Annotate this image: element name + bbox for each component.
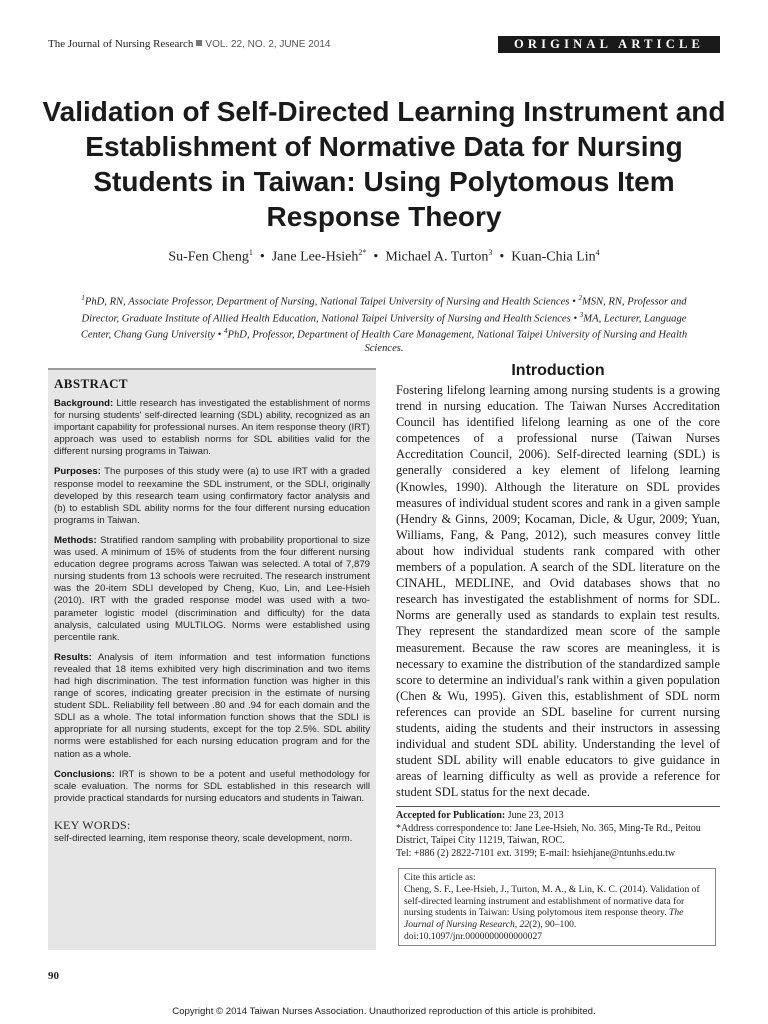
section-label: ORIGINAL ARTICLE bbox=[498, 36, 720, 53]
journal-volume: VOL. 22, NO. 2, JUNE 2014 bbox=[205, 39, 331, 50]
abstract-section bbox=[54, 466, 370, 526]
footnote-divider bbox=[396, 806, 720, 807]
footnote bbox=[396, 810, 720, 860]
citation-text: Cheng, S. F., Lee-Hsieh, J., Turton, M. A., & Lin, K. C. (2014). Validation of self-directed learning instrument and establishment of normative data for nursing students in Taiwan: Using polytomous item response theory. bbox=[404, 883, 700, 919]
author-name: Su-Fen Cheng bbox=[168, 249, 249, 265]
journal-header bbox=[48, 38, 330, 50]
affiliation-sup: 3 bbox=[579, 310, 584, 319]
author-separator: • bbox=[495, 249, 508, 265]
author-name: Kuan-Chia Lin bbox=[511, 249, 596, 265]
author-sup: 3 bbox=[488, 248, 493, 257]
abstract-text: Little research has investigated the establishment of norms for nursing students' self-directed learning (SDL) ability, recognized as an important capability for professional nurses. An item response theory (IRT) approach was used to establish norms for SDL abilities valid for the different nursing programs in Taiwan. bbox=[54, 398, 370, 458]
abstract-section bbox=[54, 535, 370, 644]
affiliations bbox=[80, 292, 688, 355]
author-separator: • bbox=[369, 249, 382, 265]
citation-journal: The Journal of Nursing Research bbox=[404, 907, 684, 931]
affiliation-sup: 1 bbox=[81, 294, 85, 302]
abstract-text: Analysis of item information and test information functions revealed that 18 items exhibited very high discrimination and two items had high discrimination. The test information function was higher in this range of scores, indicating greater precision in the estimate of nursing student SDL. Reliability fell between .80 and .94 for each domain and the SDLI as a whole. The total information function shows that the SDLI is appropriate for all nursing students, except for the top 2.5%. SDL ability norms were established for each nursing education program and for the nation as a whole. bbox=[54, 651, 371, 760]
author-sup: 4 bbox=[595, 248, 600, 257]
affiliation-text: MA, Lecturer, Language Center, Chang Gung University • bbox=[80, 313, 687, 341]
abstract-label: Conclusions: bbox=[54, 768, 115, 780]
author-sup: 1 bbox=[248, 248, 253, 257]
abstract-text: IRT is shown to be a potent and useful methodology for scale evaluation. The norms for SDL established in this research will provide practical standards for nursing educators and students in Taiwan. bbox=[54, 768, 370, 804]
abstract-text: The purposes of this study were (a) to use IRT with a graded response model to reexamine the SDL instrument, or the SDLI, originally developed by this research team using confirmatory factor analysis and (b) to establish SDL ability norms for the four different nursing education programs in Taiwan. bbox=[54, 466, 370, 526]
citation-volume: 22 bbox=[519, 919, 530, 931]
abstract-text: Stratified random sampling with probability proportional to size was used. A minimum of 15% of students from the four different nursing education degree programs across Taiwan was selected. A total of 7,879 nursing students from 13 schools were recruited. The research instrument was the 20-item SDLI developed by Cheng, Kuo, Lin, and Lee-Hsieh (2010). IRT with the graded response model was used with a two-parameter logistic model (discrimination and difficulty) for the data analysis, calculated using MULTILOG. Norms were established using percentile rank. bbox=[54, 534, 370, 643]
author-sup: 2* bbox=[358, 248, 367, 257]
abstract-body bbox=[54, 398, 370, 853]
page-number: 90 bbox=[48, 970, 59, 982]
author-name: Michael A. Turton bbox=[385, 249, 489, 265]
abstract-section bbox=[54, 769, 370, 805]
affiliation-text: MSN, RN, Professor and Director, Graduate Institute of Allied Health Education, National Taipei University of Nursing and Health Sciences • bbox=[81, 296, 687, 325]
author-list bbox=[40, 248, 728, 266]
author-name: Jane Lee-Hsieh bbox=[271, 249, 359, 265]
square-bullet-icon bbox=[196, 40, 202, 46]
affiliation-sup: 2 bbox=[578, 294, 582, 302]
author-separator: • bbox=[256, 249, 269, 265]
accepted-date: June 23, 2013 bbox=[507, 810, 564, 821]
abstract-label: Results: bbox=[54, 651, 92, 663]
keywords-heading: KEY WORDS: bbox=[54, 817, 131, 832]
accepted-label: Accepted for Publication: bbox=[396, 810, 506, 821]
correspondence-address: *Address correspondence to: Jane Lee-Hsieh, No. 365, Ming-Te Rd., Peitou District, Taipei City 11219, Taiwan, ROC. bbox=[396, 822, 701, 847]
article-title: Validation of Self-Directed Learning Instrument and Establishment of Normative Data for Nursing Students in Taiwan: Using Polytomous Item Response Theory bbox=[42, 96, 726, 232]
citation-issue-pages: (2), 90–100. doi:10.1097/jnr.0000000000000027 bbox=[404, 919, 577, 942]
affiliation-text: PhD, Professor, Department of Health Care Management, National Taipei University of Nursing and Health Sciences. bbox=[227, 329, 688, 354]
abstract-section bbox=[54, 652, 370, 761]
copyright-notice: Copyright © 2014 Taiwan Nurses Association. Unauthorized reproduction of this article is prohibited. bbox=[172, 1006, 596, 1017]
abstract-label: Methods: bbox=[54, 534, 97, 546]
citation-label: Cite this article as: bbox=[404, 872, 476, 883]
abstract-label: Background: bbox=[54, 398, 114, 409]
journal-name: The Journal of Nursing Research bbox=[48, 38, 194, 50]
abstract-label: Purposes: bbox=[54, 466, 101, 478]
citation: Cite this article as: Cheng, S. F., Lee-Hsieh, J., Turton, M. A., & Lin, K. C. (2014). Validation of self-directed learning instrument and establishment of normative data for nursing students in Taiwan: Using polytomous item response theory. The Journal of Nursing Research, 22(2), 90–100. doi:10.1097/jnr.0000000000000027 bbox=[404, 872, 700, 942]
introduction-body: Fostering lifelong learning among nursing students is a growing trend in nursing education. The Taiwan Nurses Accreditation Council has identified lifelong learning as one of the core competences of a professional nurse (Taiwan Nurses Accreditation Council, 2006). Self-directed learning (SDL) is generally considered a key element of lifelong learning (Knowles, 1990). Although the literature on SDL provides measures of individual student scores and rank in a given sample (Hendry & Ginns, 2009; Kocaman, Dicle, & Ugur, 2009; Yuan, Williams, Fang, & Pang, 2012), such measures convey little about how individual students rank compared with other members of a population. A search of the SDL literature on the CINAHL, MEDLINE, and Ovid databases shows that no research has investigated the establishment of norms for SDL. Norms are generally used as standards to explain test results. They represent the standardized mean score of the sample measurement. Because the raw scores are meaningless, it is necessary to examine the distribution of the standardized sample score to determine an individual's rank within a given population (Chen & Wu, 1995). Given this, establishment of SDL norm references can provide an SDL baseline for current nursing students, aiding the students and their instructors in assessing individual and student SDL ability. Understanding the level of student SDL ability will enable educators to give guidance in areas of learning difficulty as well as provide a reference for student SDL status for the next decade. bbox=[396, 383, 720, 800]
abstract-heading: ABSTRACT bbox=[54, 376, 128, 391]
affiliation-text: PhD, RN, Associate Professor, Department of Nursing, National Taipei University of Nursing and Health Sciences • bbox=[84, 296, 576, 308]
affiliation-sup: 4 bbox=[224, 327, 228, 336]
abstract-section bbox=[54, 398, 370, 458]
keywords-text: self-directed learning, item response theory, scale development, norm. bbox=[54, 833, 353, 844]
introduction-heading: Introduction bbox=[511, 362, 605, 379]
contact-info: Tel: +886 (2) 2822-7101 ext. 3199; E-mail: hsiehjane@ntunhs.edu.tw bbox=[396, 847, 676, 859]
